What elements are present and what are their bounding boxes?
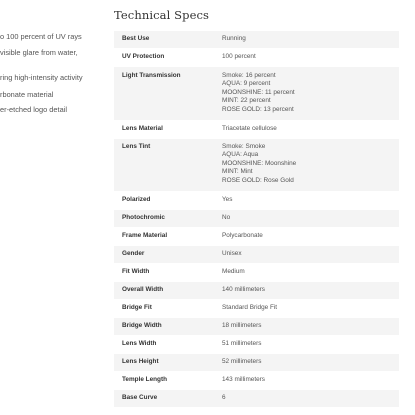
spec-value: Smoke: Smoke AQUA: Aqua MOONSHINE: Moonshine MINT: Mint ROSE GOLD: Rose Gold [222, 143, 297, 184]
spec-label: Lens Width [122, 340, 157, 347]
spec-label: Fit Width [122, 268, 150, 275]
spec-row-light-transmission [114, 67, 399, 121]
spec-label: Gender [122, 250, 145, 257]
spec-label: Lens Height [122, 358, 159, 365]
spec-row-best-use [114, 31, 399, 49]
spec-row-gender [114, 246, 399, 264]
spec-label: Temple Length [122, 376, 167, 383]
spec-label: Base Curve [122, 394, 158, 401]
spec-label: Photochromic [122, 214, 165, 221]
spec-label: UV Protection [122, 53, 165, 60]
feature-bullet: er-etched logo detail [0, 105, 67, 114]
spec-row-overall-width [114, 282, 399, 300]
spec-value: 51 millimeters [222, 340, 262, 347]
spec-label: Bridge Width [122, 322, 162, 329]
spec-value: 18 millimeters [222, 322, 262, 329]
feature-bullet: rbonate material [0, 90, 54, 99]
spec-row-temple-length [114, 372, 399, 390]
spec-row-lens-tint [114, 139, 399, 192]
spec-row-base-curve [114, 390, 399, 408]
spec-value: Unisex [222, 250, 242, 257]
spec-value: Running [222, 35, 246, 42]
spec-value: 100 percent [222, 53, 256, 60]
spec-value: Standard Bridge Fit [222, 304, 278, 311]
spec-label: Light Transmission [122, 72, 181, 79]
spec-value: 140 millimeters [222, 286, 265, 293]
spec-value: Triacetate cellulose [222, 125, 277, 132]
spec-value: 143 millimeters [222, 376, 265, 383]
section-title: Technical Specs [114, 8, 210, 22]
spec-row-uv-protection [114, 49, 399, 67]
specs-table [114, 31, 399, 408]
spec-value: No [222, 214, 231, 221]
spec-value: Polycarbonate [222, 232, 263, 239]
spec-row-frame-material [114, 228, 399, 246]
spec-value: 6 [222, 394, 226, 401]
spec-value: Medium [222, 268, 245, 275]
spec-row-photochromic [114, 210, 399, 228]
spec-value: 52 millimeters [222, 358, 262, 365]
spec-label: Frame Material [122, 232, 168, 239]
feature-bullet: ring high-intensity activity [0, 73, 83, 82]
feature-bullet: o 100 percent of UV rays [0, 32, 82, 41]
spec-label: Polarized [122, 196, 151, 203]
spec-row-lens-width [114, 336, 399, 354]
spec-value: Smoke: 16 percent AQUA: 9 percent MOONSHINE: 11 percent MINT: 22 percent ROSE GOLD: 13 percent [222, 72, 295, 113]
spec-label: Lens Tint [122, 143, 151, 150]
spec-row-polarized [114, 192, 399, 210]
spec-label: Lens Material [122, 125, 163, 132]
feature-bullet: visible glare from water, [0, 48, 78, 57]
spec-value: Yes [222, 196, 233, 203]
spec-label: Overall Width [122, 286, 164, 293]
spec-row-fit-width [114, 264, 399, 282]
spec-row-lens-material [114, 121, 399, 139]
spec-row-bridge-width [114, 318, 399, 336]
spec-label: Bridge Fit [122, 304, 152, 311]
spec-row-lens-height [114, 354, 399, 372]
spec-label: Best Use [122, 35, 150, 42]
spec-row-bridge-fit [114, 300, 399, 318]
